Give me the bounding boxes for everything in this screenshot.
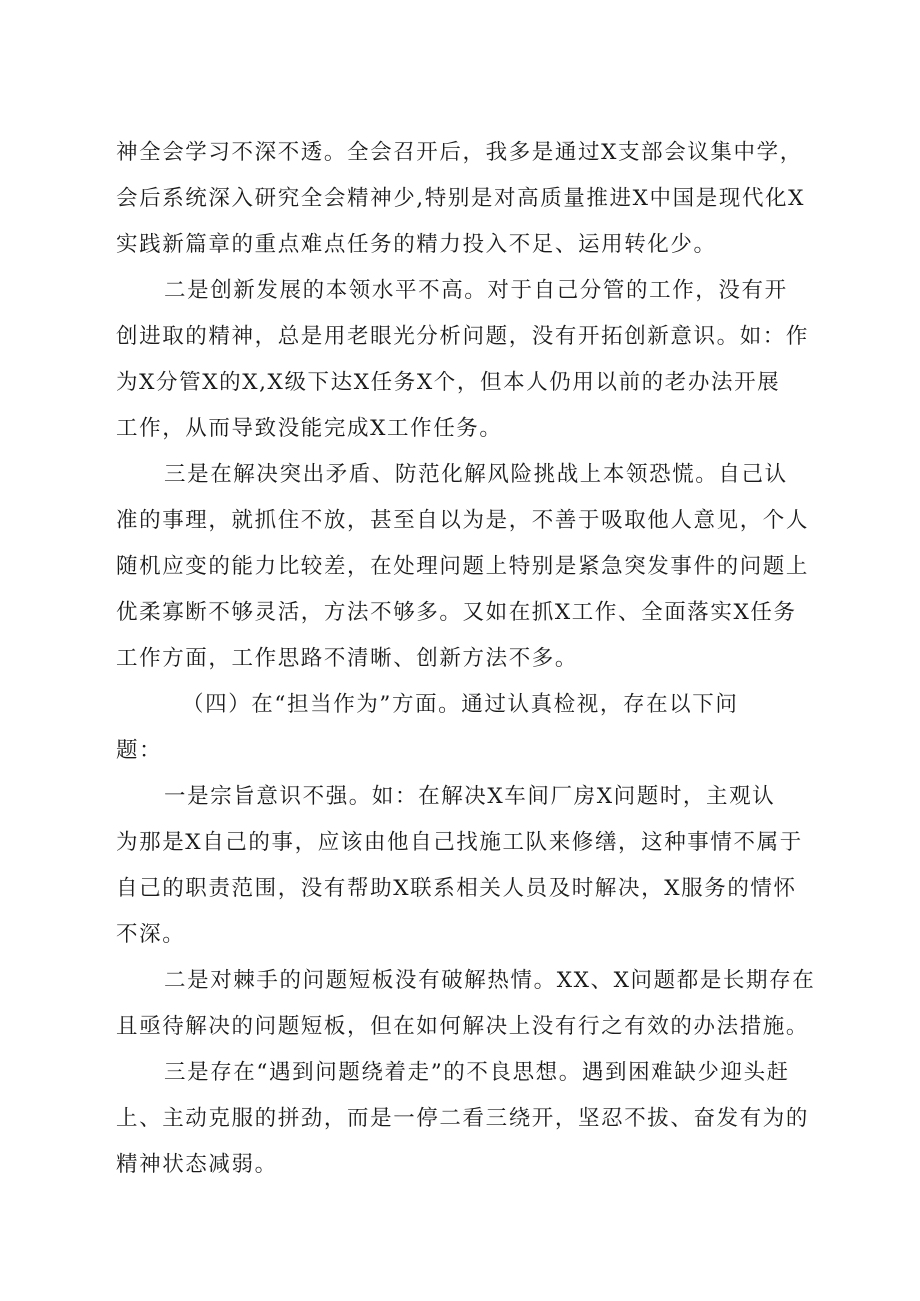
paragraph-start: 三是在解决突出矛盾、防范化解风险挑战上本领恐慌。自己认 [164,462,788,487]
text-line: 工作，从而导致没能完成X工作任务。 [116,416,503,441]
body-text [116,130,816,1188]
text-line: 会后系统深入研究全会精神少,特别是对高质量推进X中国是现代化X [116,186,806,211]
text-line: 为那是X自己的事，应该由他自己找施工队来修缮，这种事情不属于 [116,830,803,855]
paragraph-start: 一是宗旨意识不强。如：在解决X车间厂房X问题时，主观认 [164,784,776,809]
paragraph-start: 二是创新发展的本领水平不高。对于自己分管的工作，没有开 [164,278,788,303]
paragraph-start: 三是存在“遇到问题绕着走”的不良思想。遇到困难缺少迎头赶 [164,1060,790,1085]
section-heading: （四）在“担当作为”方面。通过认真检视，存在以下问 [182,692,739,717]
text-line: 工作方面，工作思路不清晰、创新方法不多。 [116,646,579,671]
text-line: 实践新篇章的重点难点任务的精力投入不足、运用转化少。 [116,232,717,257]
text-line: 优柔寡断不够灵活，方法不够多。又如在抓X工作、全面落实X任务 [116,600,797,625]
text-line: 随机应变的能力比较差，在处理问题上特别是紧急突发事件的问题上 [116,554,810,579]
text-line: 创进取的精神，总是用老眼光分析问题，没有开拓创新意识。如：作 [116,324,810,349]
text-line: 不深。 [116,922,186,947]
text-line: 神全会学习不深不透。全会召开后，我多是通过X支部会议集中学， [116,140,803,165]
text-line: 为X分管X的X,X级下达X任务X个，但本人仍用以前的老办法开展 [116,370,781,395]
paragraph-start: 二是对棘手的问题短板没有破解热情。XX、X问题都是长期存在 [164,968,816,993]
text-line: 且亟待解决的问题短板，但在如何解决上没有行之有效的办法措施。 [116,1014,810,1039]
text-line: 上、主动克服的拼劲，而是一停二看三绕开，坚忍不拔、奋发有为的 [116,1106,810,1131]
text-line: 自己的职责范围，没有帮助X联系相关人员及时解决，X服务的情怀 [116,876,797,901]
text-line: 准的事理，就抓住不放，甚至自以为是，不善于吸取他人意见，个人 [116,508,810,533]
text-line: 题： [116,738,163,763]
text-line: 精神状态减弱。 [116,1152,278,1177]
